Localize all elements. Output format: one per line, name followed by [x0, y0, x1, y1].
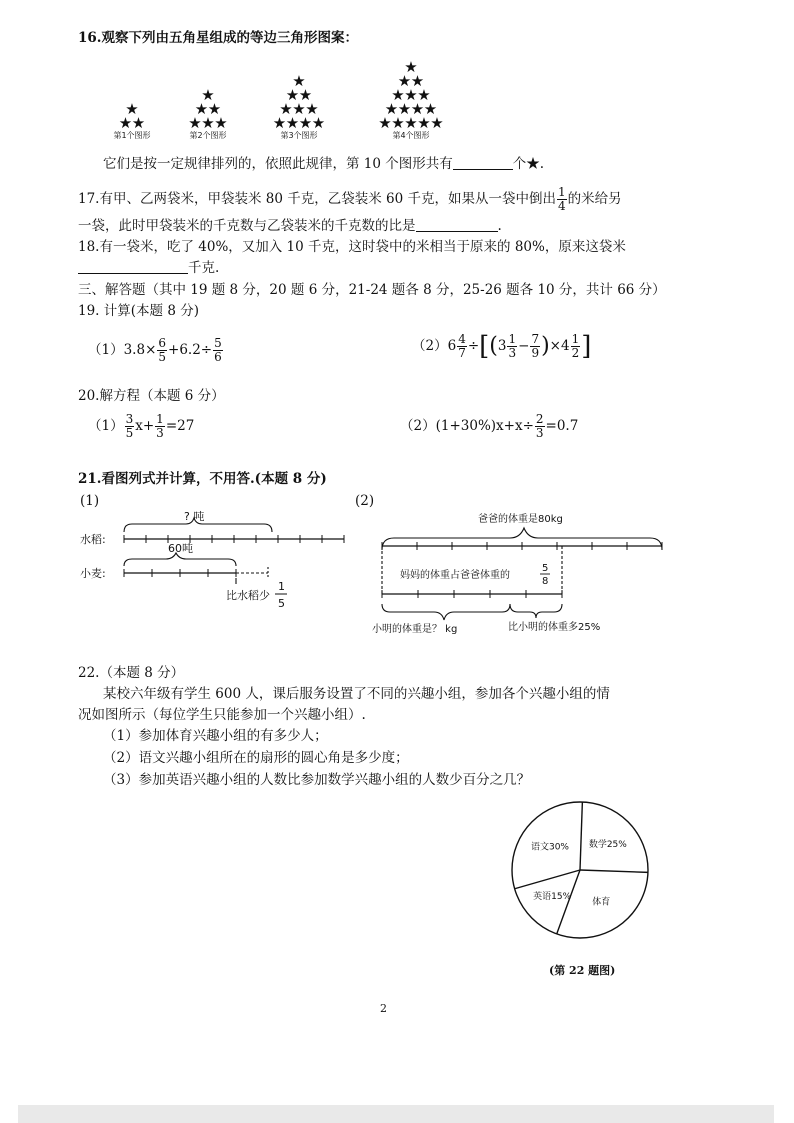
mom-frac-num: 5	[542, 563, 549, 574]
page-number: 2	[380, 1002, 387, 1015]
more-than-xiaoming-label: 比小明的体重多25%	[508, 622, 601, 633]
q21-title: 21.看图列式并计算，不用答.(本题 8 分)	[78, 471, 327, 487]
q22-sub3: （3）参加英语兴趣小组的人数比参加数学兴趣小组的人数少百分之几？	[103, 772, 531, 788]
rice-unknown-label: ? 吨	[184, 510, 205, 523]
q16-text-after: 个★.	[512, 156, 545, 172]
star-icon: ★	[285, 86, 300, 104]
star-icon: ★	[188, 114, 202, 132]
star-icon: ★	[397, 100, 412, 118]
star-icon: ★	[417, 114, 431, 132]
star-icon: ★	[194, 100, 209, 118]
q22-figure-caption: (第 22 题图)	[549, 964, 616, 977]
less-frac-num: 1	[278, 580, 285, 593]
q16-answer-blank[interactable]	[453, 155, 513, 170]
q19-part1: （1）3.8× $\frac{6}{5}$ +6.2÷ $\frac{5}{6}$	[88, 336, 222, 364]
star-icon: ★	[125, 100, 139, 118]
star-icon: ★	[404, 58, 418, 76]
q17-line1	[78, 186, 622, 213]
star-icon: ★	[404, 86, 418, 104]
q22-intro-line1: 某校六年级有学生 600 人，课后服务设置了不同的兴趣小组，参加各个兴趣小组的情	[103, 686, 610, 702]
star-icon: ★	[305, 100, 319, 118]
q22-sub1: （1）参加体育兴趣小组的有多少人；	[103, 728, 328, 744]
star-icon: ★	[285, 114, 300, 132]
wheat-label: 小麦:	[80, 567, 106, 580]
q17-answer-blank[interactable]	[416, 217, 498, 232]
star-icon: ★	[410, 100, 425, 118]
star-icon: ★	[391, 86, 405, 104]
figure-caption-1: 第1个图形	[113, 131, 151, 140]
pie-slice-label: 数学25%	[588, 840, 627, 851]
q18-answer-blank[interactable]	[78, 259, 188, 274]
figure-caption-3: 第3个图形	[280, 131, 318, 140]
wheat-60-label: 60吨	[168, 542, 193, 555]
q16-text-before: 它们是按一定规律排列的，依照此规律，第 10 个图形共有	[103, 156, 453, 172]
star-icon: ★	[397, 72, 412, 90]
star-icon: ★	[272, 114, 287, 132]
star-pattern-figures	[100, 58, 444, 148]
pie-slice-edge	[580, 870, 648, 872]
star-icon: ★	[118, 114, 133, 132]
star-icon: ★	[298, 114, 313, 132]
star-icon: ★	[423, 100, 438, 118]
q16-title: 16.观察下列由五角星组成的等边三角形图案：	[78, 30, 358, 46]
q20-part2: （2）(1+30%)x+x÷ $\frac{2}{3}$ =0.7	[400, 412, 579, 440]
figure-caption-4: 第4个图形	[392, 131, 430, 140]
star-icon: ★	[279, 100, 293, 118]
q16-answer-line	[103, 155, 544, 173]
q21-part1-label: (1)	[80, 493, 100, 509]
q17-text2: 的米给另	[567, 191, 622, 207]
star-icon: ★	[207, 100, 222, 118]
less-frac-den: 5	[278, 597, 285, 610]
q17-line2: 一袋，此时甲袋装米的千克数与乙袋装米的千克数的比是 .	[78, 218, 502, 234]
q18-line2: 千克.	[78, 259, 219, 277]
star-icon: ★	[214, 114, 228, 132]
q20-title: 20.解方程（本题 6 分）	[78, 388, 225, 404]
xiaoming-weight-label: 小明的体重是？ kg	[372, 624, 458, 635]
q22-title: 22.（本题 8 分）	[78, 665, 185, 681]
q20-part1: （1） $\frac{3}{5}$ x+ $\frac{1}{3}$ =27	[88, 412, 195, 440]
interest-group-pie-chart	[500, 800, 660, 942]
pie-slice-label: 语文30%	[530, 842, 570, 853]
section3-title: 三、解答题（其中 19 题 8 分，20 题 6 分，21-24 题各 8 分，25-26 题各 10 分，共计 66 分）	[78, 282, 666, 298]
star-icon: ★	[404, 114, 418, 132]
q22-sub2: （2）语文兴趣小组所在的扇形的圆心角是多少度；	[103, 750, 409, 766]
star-icon: ★	[131, 114, 146, 132]
q19-part2: （2）6 $\frac{4}{7}$ ÷[(3 $\frac{1}{3}$ − $\frac{7}{9}$ )×4 $\frac{1}{2}$ ]	[412, 331, 592, 362]
star-icon: ★	[417, 86, 431, 104]
star-icon: ★	[384, 100, 399, 118]
pie-slice-edge	[580, 802, 582, 870]
mom-weight-label: 妈妈的体重占爸爸体重的	[400, 570, 510, 581]
pie-slice-label: 体育	[592, 897, 611, 908]
figure-caption-2: 第2个图形	[189, 131, 227, 140]
q17-fraction: $\frac{1}{4}$	[558, 185, 566, 213]
q21-part2-label: (2)	[355, 493, 375, 509]
star-icon: ★	[391, 114, 405, 132]
star-icon: ★	[298, 86, 313, 104]
pie-slice-edge	[515, 870, 580, 889]
line-segment-diagram-2	[370, 508, 670, 638]
star-icon: ★	[311, 114, 326, 132]
pie-slice-label: 英语15%	[533, 891, 572, 902]
footer-bar	[18, 1105, 774, 1123]
star-icon: ★	[292, 72, 306, 90]
star-icon: ★	[201, 114, 215, 132]
rice-label: 水稻:	[80, 533, 106, 546]
q19-title: 19. 计算(本题 8 分)	[78, 303, 199, 319]
q22-intro-line2: 况如图所示（每位学生只能参加一个兴趣小组）.	[78, 707, 366, 723]
dad-weight-label: 爸爸的体重是80kg	[478, 514, 563, 525]
mom-frac-den: 8	[542, 576, 549, 587]
star-icon: ★	[410, 72, 425, 90]
star-icon: ★	[378, 114, 392, 132]
star-icon: ★	[292, 100, 306, 118]
star-icon: ★	[430, 114, 444, 132]
star-icon: ★	[201, 86, 215, 104]
q17-text3: 一袋，此时甲袋装米的千克数与乙袋装米的千克数的比是	[78, 218, 416, 234]
line-segment-diagram-1	[76, 510, 306, 615]
q18-line1: 18.有一袋米，吃了 40%，又加入 10 千克，这时袋中的米相当于原来的 80%，原来这袋米	[78, 239, 626, 255]
q17-text1: 17.有甲、乙两袋米，甲袋装米 80 千克，乙袋装米 60 千克，如果从一袋中倒出	[78, 191, 556, 207]
less-than-rice-label: 比水稻少	[226, 589, 270, 602]
